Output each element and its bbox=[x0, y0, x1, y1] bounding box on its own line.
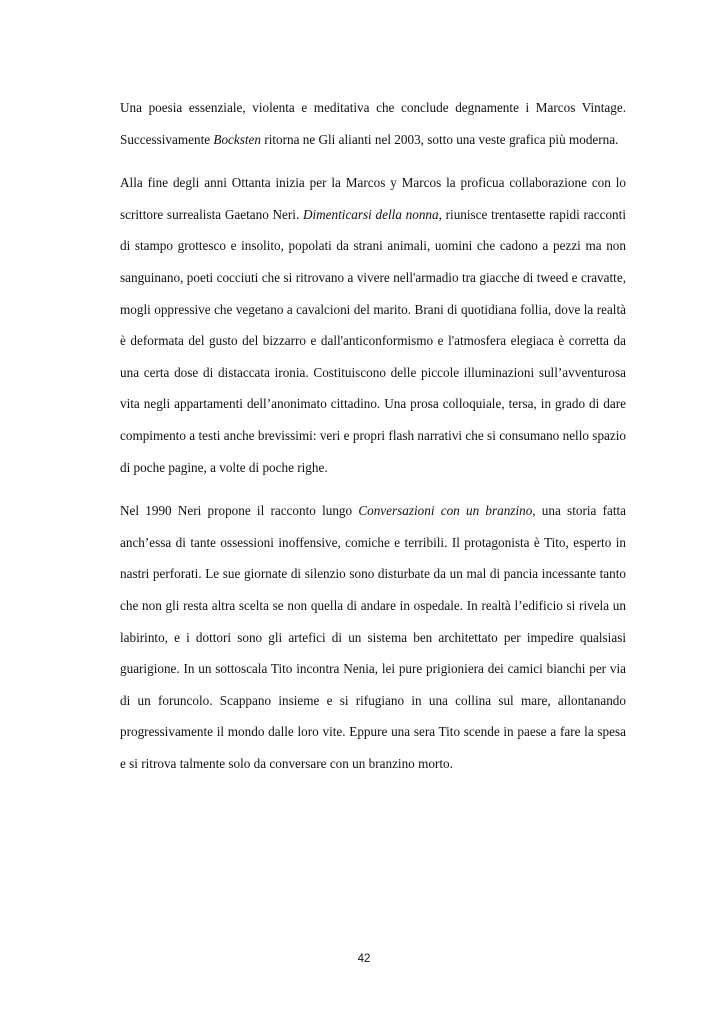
paragraph-2 bbox=[120, 167, 626, 483]
paragraph-2-text: Alla fine degli anni Ottanta inizia per la Marcos y Marcos la proficua collaborazione con lo scrittore surrealista Gaetano Neri. bbox=[120, 175, 626, 222]
body-text bbox=[120, 92, 626, 791]
paragraph-1-text-cont: ritorna ne Gli alianti nel 2003, sotto una veste grafica più moderna. bbox=[261, 131, 619, 147]
italic-title-conversazioni: Conversazioni con un branzino bbox=[358, 503, 533, 519]
italic-title-dimenticarsi: Dimenticarsi della nonna bbox=[302, 206, 439, 222]
paragraph-3-text-cont: , una storia fatta anch’essa di tante ossessioni inoffensive, comiche e terribili. Il protagonista è Tito, esperto in nastri perforati. Le sue giornate di silenzio sono disturbate da un mal di pancia incessante tanto che non gli resta altra scelta se non quella di andare in ospedale. In realtà l’edificio si rivela un labirinto, e i dottori sono gli artefici di un sistema ben architettato per impedire qualsiasi guarigione. In un sottoscala Tito incontra Nenia, lei pure prigioniera dei camici bianchi per via di un foruncolo. Scappano insieme e si rifugiano in una collina sul mare, allontanando progressivamente il mondo dalle loro vite. Eppure una sera Tito scende in paese a fare la spesa e si ritrova talmente solo da conversare con un branzino morto. bbox=[120, 503, 627, 771]
paragraph-3 bbox=[120, 495, 626, 779]
paragraph-2-text-cont: , riunisce trentasette rapidi racconti di stampo grottesco e insolito, popolati da strani animali, uomini che cadono a pezzi ma non sanguinano, poeti cocciuti che si ritrovano a vivere nell'armadio tra giacche di tweed e cravatte, mogli oppressive che vegetano a cavalcioni del marito. Brani di quotidiana follia, dove la realtà è deformata del gusto del bizzarro e dall'anticonformismo e l'atmosfera elegiaca è corretta da una certa dose di distaccata ironia. Costituiscono delle piccole illuminazioni sull’avventurosa vita negli appartamenti dell’anonimato cittadino. Una prosa colloquiale, tersa, in grado di dare compimento a testi anche brevissimi: veri e propri flash narrativi che si consumano nello spazio di poche pagine, a volte di poche righe. bbox=[120, 206, 626, 475]
paragraph-3-text: Nel 1990 Neri propone il racconto lungo bbox=[120, 503, 359, 519]
paragraph-1-text: Una poesia essenziale, violenta e meditativa che conclude degnamente i Marcos Vintage. Successivamente bbox=[120, 100, 626, 147]
italic-title-bocksten: Bocksten bbox=[213, 131, 261, 147]
page-number: 42 bbox=[357, 953, 371, 965]
paragraph-1 bbox=[120, 92, 626, 155]
